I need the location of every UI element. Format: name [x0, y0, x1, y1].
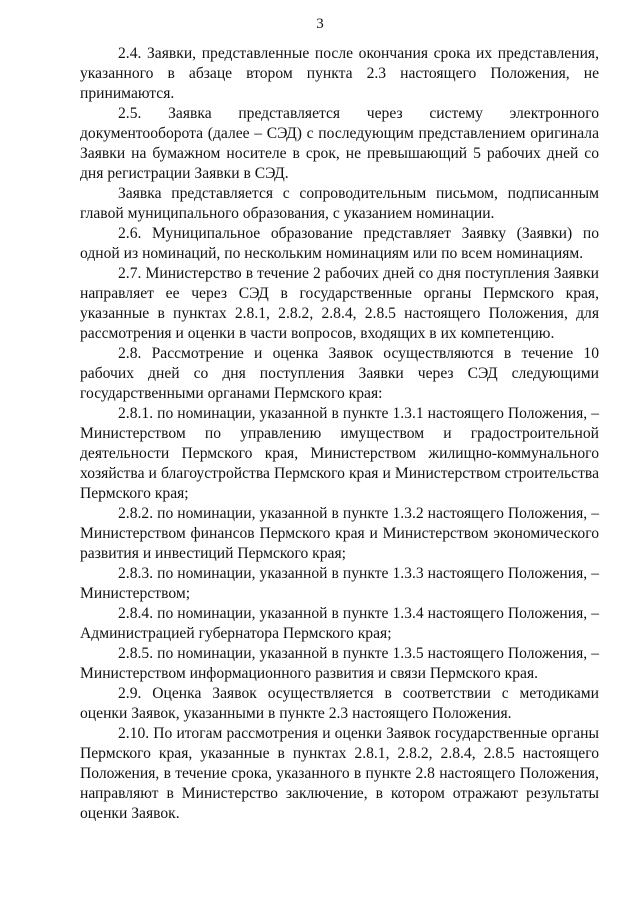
- page-number: 3: [316, 16, 324, 32]
- paragraph-2-4: 2.4. Заявки, представленные после окончания срока их представления, указанного в абзаце втором пункта 2.3 настоящего Положения, не принимаются.: [80, 45, 599, 102]
- paragraph-2-8-1: 2.8.1. по номинации, указанной в пункте 1.3.1 настоящего Положения, – Министерством по управлению имуществом и градостроительной деятельности Пермского края, Министерством жилищно-коммунального хозяйства и благоустройства Пермского края и Министерством строительства Пермского края;: [80, 405, 599, 502]
- paragraph-2-8-4: 2.8.4. по номинации, указанной в пункте 1.3.4 настоящего Положения, – Администрацией губернатора Пермского края;: [80, 605, 599, 642]
- paragraph-2-6: 2.6. Муниципальное образование представляет Заявку (Заявки) по одной из номинаций, по нескольким номинациям или по всем номинациям.: [80, 225, 599, 262]
- paragraph-2-7: 2.7. Министерство в течение 2 рабочих дней со дня поступления Заявки направляет ее через СЭД в государственные органы Пермского края, указанные в пунктах 2.8.1, 2.8.2, 2.8.4, 2.8.5 настоящего Положения, для рассмотрения и оценки в части вопросов, входящих в их компетенцию.: [80, 265, 599, 342]
- paragraph-2-8-3: 2.8.3. по номинации, указанной в пункте 1.3.3 настоящего Положения, – Министерством;: [80, 565, 599, 602]
- paragraph-2-5: 2.5. Заявка представляется через систему электронного документооборота (далее – СЭД) с последующим представлением оригинала Заявки на бумажном носителе в срок, не превышающий 5 рабочих дней со дня регистрации Заявки в СЭД.: [80, 105, 599, 182]
- paragraph-2-8: 2.8. Рассмотрение и оценка Заявок осуществляются в течение 10 рабочих дней со дня поступления Заявки через СЭД следующими государственными органами Пермского края:: [80, 345, 599, 402]
- paragraph-2-10: 2.10. По итогам рассмотрения и оценки Заявок государственные органы Пермского края, указанные в пунктах 2.8.1, 2.8.2, 2.8.4, 2.8.5 настоящего Положения, в течение срока, указанного в пункте 2.8 настоящего Положения, направляют в Министерство заключение, в котором отражают результаты оценки Заявок.: [80, 725, 599, 822]
- paragraph-2-5-cover-letter: Заявка представляется с сопроводительным письмом, подписанным главой муниципального образования, с указанием номинации.: [80, 185, 599, 222]
- document-body: [80, 44, 599, 824]
- paragraph-2-9: 2.9. Оценка Заявок осуществляется в соответствии с методиками оценки Заявок, указанными в пункте 2.3 настоящего Положения.: [80, 685, 599, 722]
- paragraph-2-8-2: 2.8.2. по номинации, указанной в пункте 1.3.2 настоящего Положения, – Министерством финансов Пермского края и Министерством экономического развития и инвестиций Пермского края;: [80, 505, 599, 562]
- paragraph-2-8-5: 2.8.5. по номинации, указанной в пункте 1.3.5 настоящего Положения, – Министерством информационного развития и связи Пермского края.: [80, 645, 599, 682]
